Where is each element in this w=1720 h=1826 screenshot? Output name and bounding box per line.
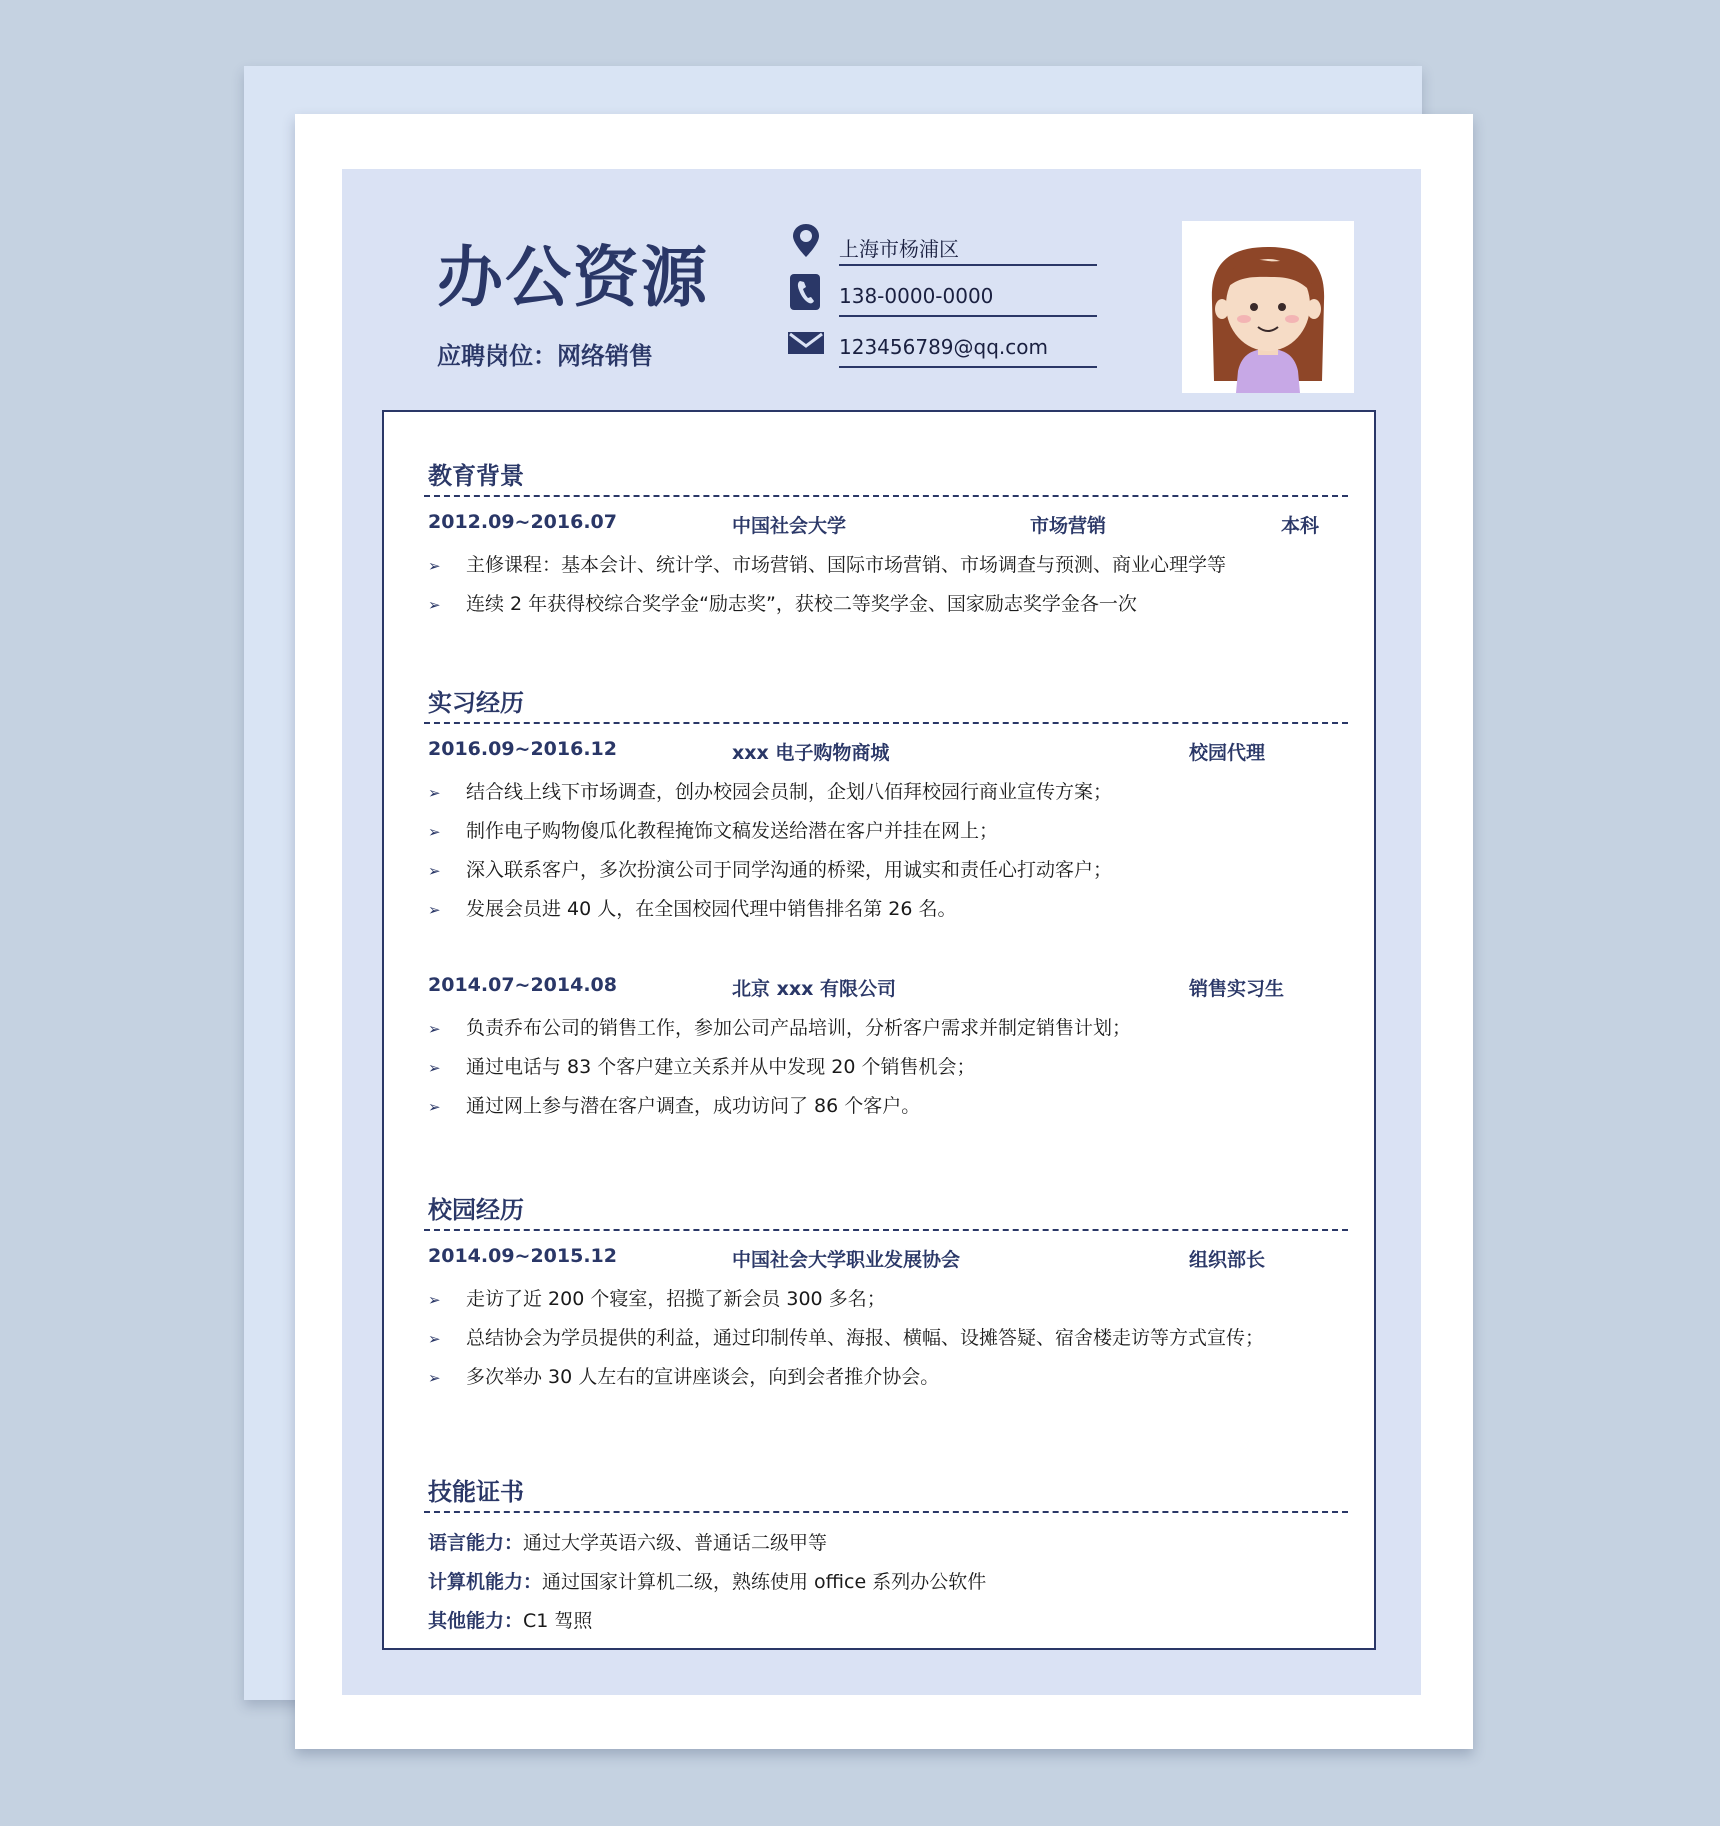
avatar-illustration: [1182, 221, 1354, 393]
internship-org: xxx 电子购物商城: [732, 742, 890, 764]
resume-sheet: [295, 114, 1473, 1749]
skill-item: 语言能力：通过大学英语六级、普通话二级甲等: [428, 1532, 828, 1554]
arrow-bullet-icon: ➢: [428, 1369, 441, 1387]
list-item: ➢ 发展会员进 40 人，在全国校园代理中销售排名第 26 名。: [428, 898, 957, 920]
list-item: ➢ 负责乔布公司的销售工作，参加公司产品培训，分析客户需求并制定销售计划；: [428, 1017, 1132, 1039]
list-item: ➢ 连续 2 年获得校综合奖学金“励志奖”，获校二等奖学金、国家励志奖学金各一次: [428, 593, 1137, 615]
envelope-icon: [787, 323, 825, 363]
list-item: ➢ 多次举办 30 人左右的宣讲座谈会，向到会者推介协会。: [428, 1366, 940, 1388]
contact-address: [787, 221, 1097, 261]
list-item: ➢ 主修课程：基本会计、统计学、市场营销、国际市场营销、市场调查与预测、商业心理学等: [428, 554, 1227, 576]
contact-email: [787, 323, 1097, 363]
email-text: 123456789@qq.com: [839, 335, 1048, 359]
location-pin-icon: [787, 221, 825, 261]
education-school: 中国社会大学: [732, 515, 847, 537]
campus-org: 中国社会大学职业发展协会: [732, 1249, 961, 1271]
education-degree: 本科: [1281, 515, 1320, 537]
section-title-skills: 技能证书: [428, 1478, 524, 1506]
arrow-bullet-icon: ➢: [428, 1020, 441, 1038]
contact-underline: [839, 315, 1097, 317]
list-item: ➢ 深入联系客户，多次扮演公司于同学沟通的桥梁，用诚实和责任心打动客户；: [428, 859, 1113, 881]
education-major: 市场营销: [1030, 515, 1107, 537]
internship-org: 北京 xxx 有限公司: [732, 978, 896, 1000]
profile-photo: [1182, 221, 1354, 393]
arrow-bullet-icon: ➢: [428, 557, 441, 575]
contact-underline: [839, 366, 1097, 368]
section-divider: [424, 722, 1348, 724]
arrow-bullet-icon: ➢: [428, 1330, 441, 1348]
section-title-education: 教育背景: [428, 462, 524, 490]
internship-date: 2014.07~2014.08: [428, 974, 617, 996]
arrow-bullet-icon: ➢: [428, 862, 441, 880]
internship-role: 校园代理: [1189, 742, 1266, 764]
list-item: ➢ 通过电话与 83 个客户建立关系并从中发现 20 个销售机会；: [428, 1056, 976, 1078]
skill-item: 其他能力：C1 驾照: [428, 1610, 593, 1632]
list-item: ➢ 结合线上线下市场调查，创办校园会员制，企划八佰拜校园行商业宣传方案；: [428, 781, 1113, 803]
list-item: ➢ 走访了近 200 个寝室，招揽了新会员 300 多名；: [428, 1288, 886, 1310]
contact-underline: [839, 264, 1097, 266]
list-item: ➢ 制作电子购物傻瓜化教程掩饰文稿发送给潜在客户并挂在网上；: [428, 820, 999, 842]
section-title-internship: 实习经历: [428, 689, 524, 717]
contact-phone: [787, 272, 1097, 312]
internship-role: 销售实习生: [1189, 978, 1285, 1000]
campus-role: 组织部长: [1189, 1249, 1266, 1271]
arrow-bullet-icon: ➢: [428, 823, 441, 841]
applied-position: 应聘岗位：网络销售: [437, 342, 653, 370]
section-divider: [424, 495, 1348, 497]
arrow-bullet-icon: ➢: [428, 901, 441, 919]
internship-date: 2016.09~2016.12: [428, 738, 617, 760]
arrow-bullet-icon: ➢: [428, 1098, 441, 1116]
education-date: 2012.09~2016.07: [428, 511, 617, 533]
section-divider: [424, 1229, 1348, 1231]
campus-date: 2014.09~2015.12: [428, 1245, 617, 1267]
list-item: ➢ 总结协会为学员提供的利益，通过印制传单、海报、横幅、设摊答疑、宿舍楼走访等方式宣传；: [428, 1327, 1265, 1349]
candidate-name: 办公资源: [437, 239, 709, 316]
arrow-bullet-icon: ➢: [428, 596, 441, 614]
arrow-bullet-icon: ➢: [428, 1059, 441, 1077]
section-title-campus: 校园经历: [428, 1196, 524, 1224]
arrow-bullet-icon: ➢: [428, 784, 441, 802]
resume-content: [382, 410, 1376, 1650]
skill-item: 计算机能力：通过国家计算机二级，熟练使用 office 系列办公软件: [428, 1571, 987, 1593]
address-text: 上海市杨浦区: [839, 237, 959, 261]
section-divider: [424, 1511, 1348, 1513]
phone-text: 138-0000-0000: [839, 284, 994, 308]
list-item: ➢ 通过网上参与潜在客户调查，成功访问了 86 个客户。: [428, 1095, 921, 1117]
arrow-bullet-icon: ➢: [428, 1291, 441, 1309]
resume-panel: [342, 169, 1421, 1695]
phone-icon: [787, 272, 825, 312]
